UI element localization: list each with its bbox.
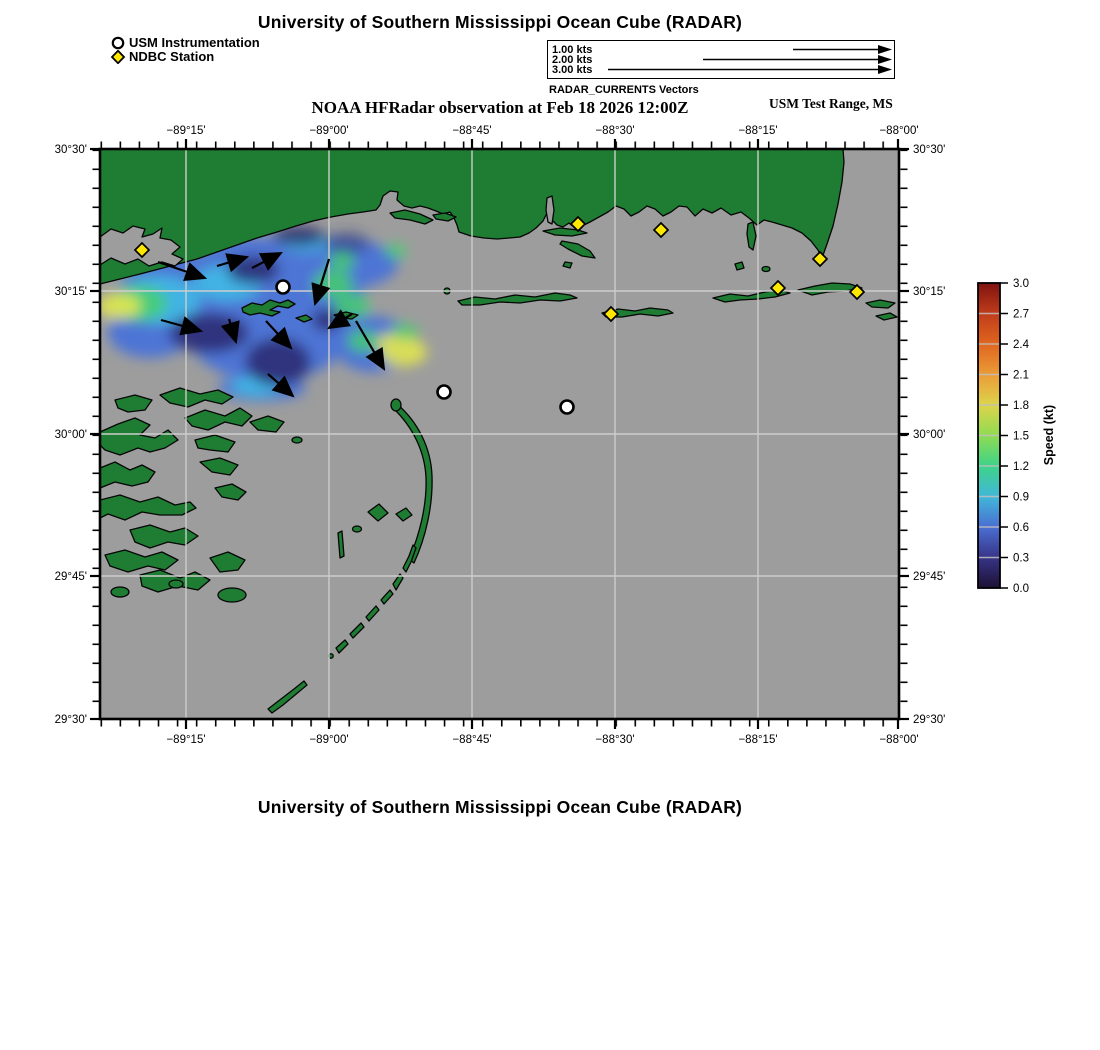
x-tick-label: −88°30' xyxy=(595,125,635,137)
y-tick-label: 29°30' xyxy=(54,714,87,726)
biloxi-bay-inlet xyxy=(546,196,554,224)
x-tick-label: −88°00' xyxy=(879,125,919,137)
y-tick-label: 30°30' xyxy=(913,144,946,156)
test-range-label: USM Test Range, MS xyxy=(769,96,893,111)
svg-text:1.5: 1.5 xyxy=(1013,430,1029,443)
x-tick-label: −89°00' xyxy=(309,734,349,746)
scale-row-label: 3.00 kts xyxy=(552,64,593,76)
svg-text:1.2: 1.2 xyxy=(1013,461,1029,473)
x-tick-label: −88°15' xyxy=(738,125,778,137)
y-tick-label: 29°30' xyxy=(913,714,946,726)
marker-legend xyxy=(110,36,260,64)
y-tick-label: 30°15' xyxy=(913,286,946,298)
colorbar-axis-label: Speed (kt) xyxy=(1042,404,1056,466)
colorbar-tick-labels xyxy=(1013,278,1030,595)
ndbc-station-icon xyxy=(110,50,127,64)
x-axis-labels-top xyxy=(166,125,918,137)
figure-title-top: University of Southern Mississippi Ocean Cube (RADAR) xyxy=(257,12,743,32)
y-axis-labels-left xyxy=(55,144,87,726)
legend-label-ndbc: NDBC Station xyxy=(129,49,215,64)
colorbar-ticks xyxy=(1000,283,1008,588)
usm-instrumentation-marker xyxy=(438,386,451,399)
svg-text:3.0: 3.0 xyxy=(1013,278,1029,290)
scale-row-label: 1.00 kts xyxy=(552,44,593,56)
scale-arrow-heads xyxy=(878,45,892,74)
svg-text:2.4: 2.4 xyxy=(1013,339,1029,351)
vector-scale-graphic xyxy=(548,41,893,77)
y-axis-labels-right xyxy=(913,144,945,726)
y-tick-label: 30°30' xyxy=(54,144,87,156)
x-tick-label: −89°15' xyxy=(166,734,206,746)
usm-instrumentation-marker xyxy=(561,401,574,414)
legend-label-usm: USM Instrumentation xyxy=(129,35,260,50)
legend-row-ndbc xyxy=(110,50,260,64)
vector-scale-caption: RADAR_CURRENTS Vectors xyxy=(549,84,699,96)
svg-text:0.0: 0.0 xyxy=(1013,583,1029,595)
svg-text:0.9: 0.9 xyxy=(1013,491,1029,504)
vector-scale-box xyxy=(547,40,895,79)
svg-text:2.7: 2.7 xyxy=(1013,308,1029,321)
x-tick-label: −88°15' xyxy=(738,734,778,746)
x-tick-label: −88°00' xyxy=(879,734,919,746)
scale-arrow-shafts xyxy=(608,50,879,70)
x-tick-label: −88°30' xyxy=(595,734,635,746)
svg-text:0.6: 0.6 xyxy=(1013,522,1029,534)
svg-text:0.3: 0.3 xyxy=(1013,552,1029,565)
scale-row-label: 2.00 kts xyxy=(552,54,593,66)
y-tick-label: 30°00' xyxy=(54,429,87,441)
x-tick-label: −88°45' xyxy=(452,125,492,137)
y-tick-label: 30°15' xyxy=(54,286,87,298)
legend-row-usm xyxy=(110,36,260,50)
observation-subtitle: NOAA HFRadar observation at Feb 18 2026 12:00Z xyxy=(311,98,689,117)
figure-title-bottom: University of Southern Mississippi Ocean Cube (RADAR) xyxy=(257,797,743,817)
usm-instrumentation-icon xyxy=(110,36,127,50)
y-tick-label: 30°00' xyxy=(913,429,946,441)
svg-text:2.1: 2.1 xyxy=(1013,369,1029,382)
x-tick-label: −88°45' xyxy=(452,734,492,746)
x-tick-label: −89°15' xyxy=(166,125,206,137)
y-tick-label: 29°45' xyxy=(913,571,946,583)
x-axis-labels-bottom xyxy=(166,734,918,746)
colorbar xyxy=(978,278,1056,595)
usm-instrumentation-marker xyxy=(277,281,290,294)
x-tick-label: −89°00' xyxy=(309,125,349,137)
y-tick-label: 29°45' xyxy=(54,571,87,583)
svg-text:1.8: 1.8 xyxy=(1013,400,1029,412)
